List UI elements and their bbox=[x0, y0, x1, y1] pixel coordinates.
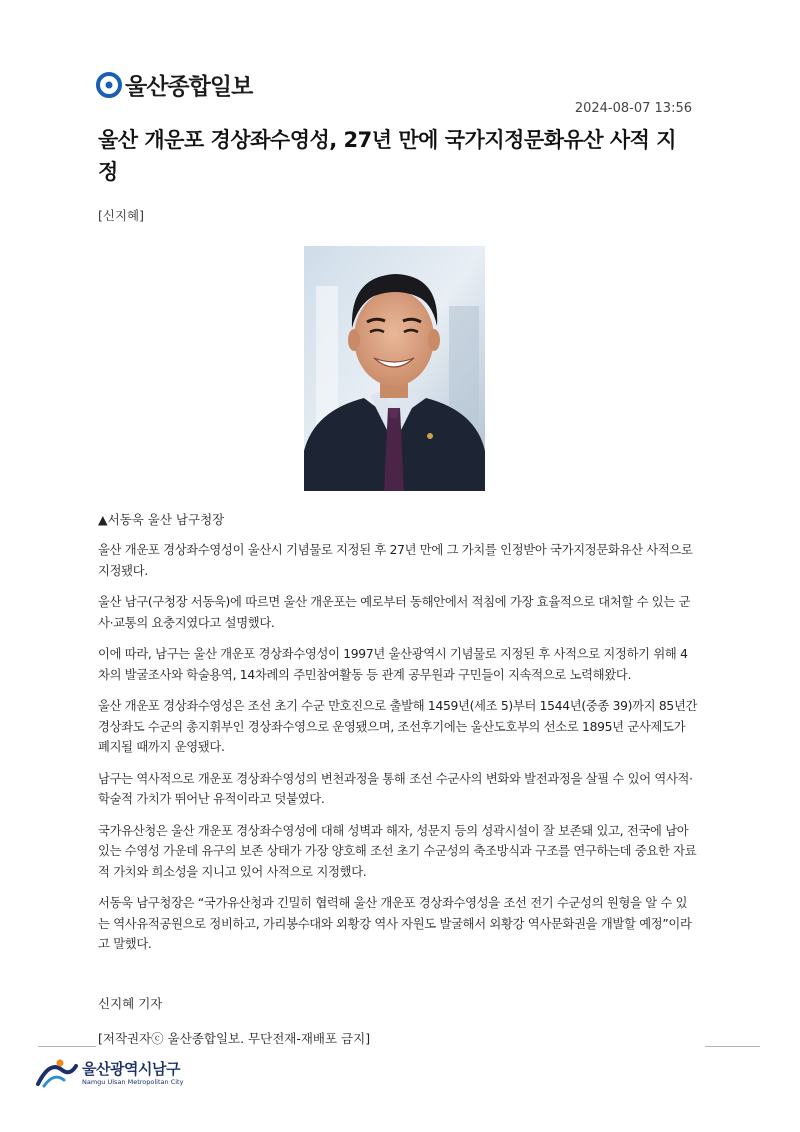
footer-divider-right bbox=[705, 1046, 760, 1047]
reporter-name: 신지혜 기자 bbox=[98, 996, 163, 1011]
publication-logo[interactable] bbox=[96, 68, 252, 101]
paragraph: 남구는 역사적으로 개운포 경상좌수영성의 변천과정을 통해 조선 수군사의 변화와 발전과정을 살필 수 있어 역사적·학술적 가치가 뛰어난 유적이라고 덧붙였다. bbox=[98, 771, 693, 806]
paragraph: 이에 따라, 남구는 울산 개운포 경상좌수영성이 1997년 울산광역시 기념물로 지정된 후 사적으로 지정하기 위해 4차의 발굴조사와 학술용역, 14차례의 주민참여활동 등 관계 공무원과 구민들이 지속적으로 노력해왔다. bbox=[98, 647, 688, 682]
newspaper-logo-icon bbox=[96, 72, 122, 98]
article-title: 울산 개운포 경상좌수영성, 27년 만에 국가지정문화유산 사적 지정 bbox=[98, 128, 677, 184]
publish-date: 2024-08-07 13:56 bbox=[574, 101, 692, 116]
footer-org-name-en: Namgu Ulsan Metropolitan City bbox=[82, 1077, 184, 1086]
photo-caption: ▲서동욱 울산 남구청장 bbox=[98, 512, 225, 527]
article-photo bbox=[304, 246, 485, 491]
footer-logo[interactable] bbox=[36, 1058, 183, 1088]
copyright-notice: [저작권자ⓒ 울산종합일보. 무단전재-재배포 금지] bbox=[98, 1031, 371, 1046]
paragraph: 울산 남구(구청장 서동욱)에 따르면 울산 개운포는 예로부터 동해안에서 적침에 가장 효율적으로 대처할 수 있는 군사·교통의 요충지였다고 설명했다. bbox=[98, 595, 691, 630]
footer-org-name: 울산광역시남구 bbox=[82, 1059, 180, 1078]
article-byline: [신지혜] bbox=[98, 208, 144, 223]
paragraph: 울산 개운포 경상좌수영성이 울산시 기념물로 지정된 후 27년 만에 그 가치를 인정받아 국가지정문화유산 사적으로 지정됐다. bbox=[98, 543, 693, 578]
paragraph: 국가유산청은 울산 개운포 경상좌수영성에 대해 성벽과 해자, 성문지 등의 성곽시설이 잘 보존돼 있고, 전국에 남아있는 수영성 가운데 유구의 보존 상태가 가장 양호해 조선 초기 수군성의 축조방식과 구조를 연구하는데 중요한 자료적 가치와 희소성을 지니고 있어 사적으로 지정했다. bbox=[98, 823, 697, 879]
footer-divider-left bbox=[38, 1046, 96, 1047]
paragraph: 울산 개운포 경상좌수영성은 조선 초기 수군 만호진으로 출발해 1459년(세조 5)부터 1544년(중종 39)까지 85년간 경상좌도 수군의 총지휘부인 경상좌수영으로 운영됐으며, 조선후기에는 울산도호부의 선소로 1895년 군사제도가 폐지될 때까지 운영됐다. bbox=[98, 699, 698, 754]
publication-name: 울산종합일보 bbox=[125, 74, 253, 100]
namgu-emblem-icon bbox=[36, 1058, 78, 1088]
article-body bbox=[98, 540, 698, 966]
paragraph: 서동욱 남구청장은 “국가유산청과 긴밀히 협력해 울산 개운포 경상좌수영성을 조선 전기 수군성의 원형을 알 수 있는 역사유적공원으로 정비하고, 가리봉수대와 외황강 역사 자원도 발굴해서 외황강 역사문화권을 개발할 예정”이라고 말했다. bbox=[98, 896, 692, 951]
